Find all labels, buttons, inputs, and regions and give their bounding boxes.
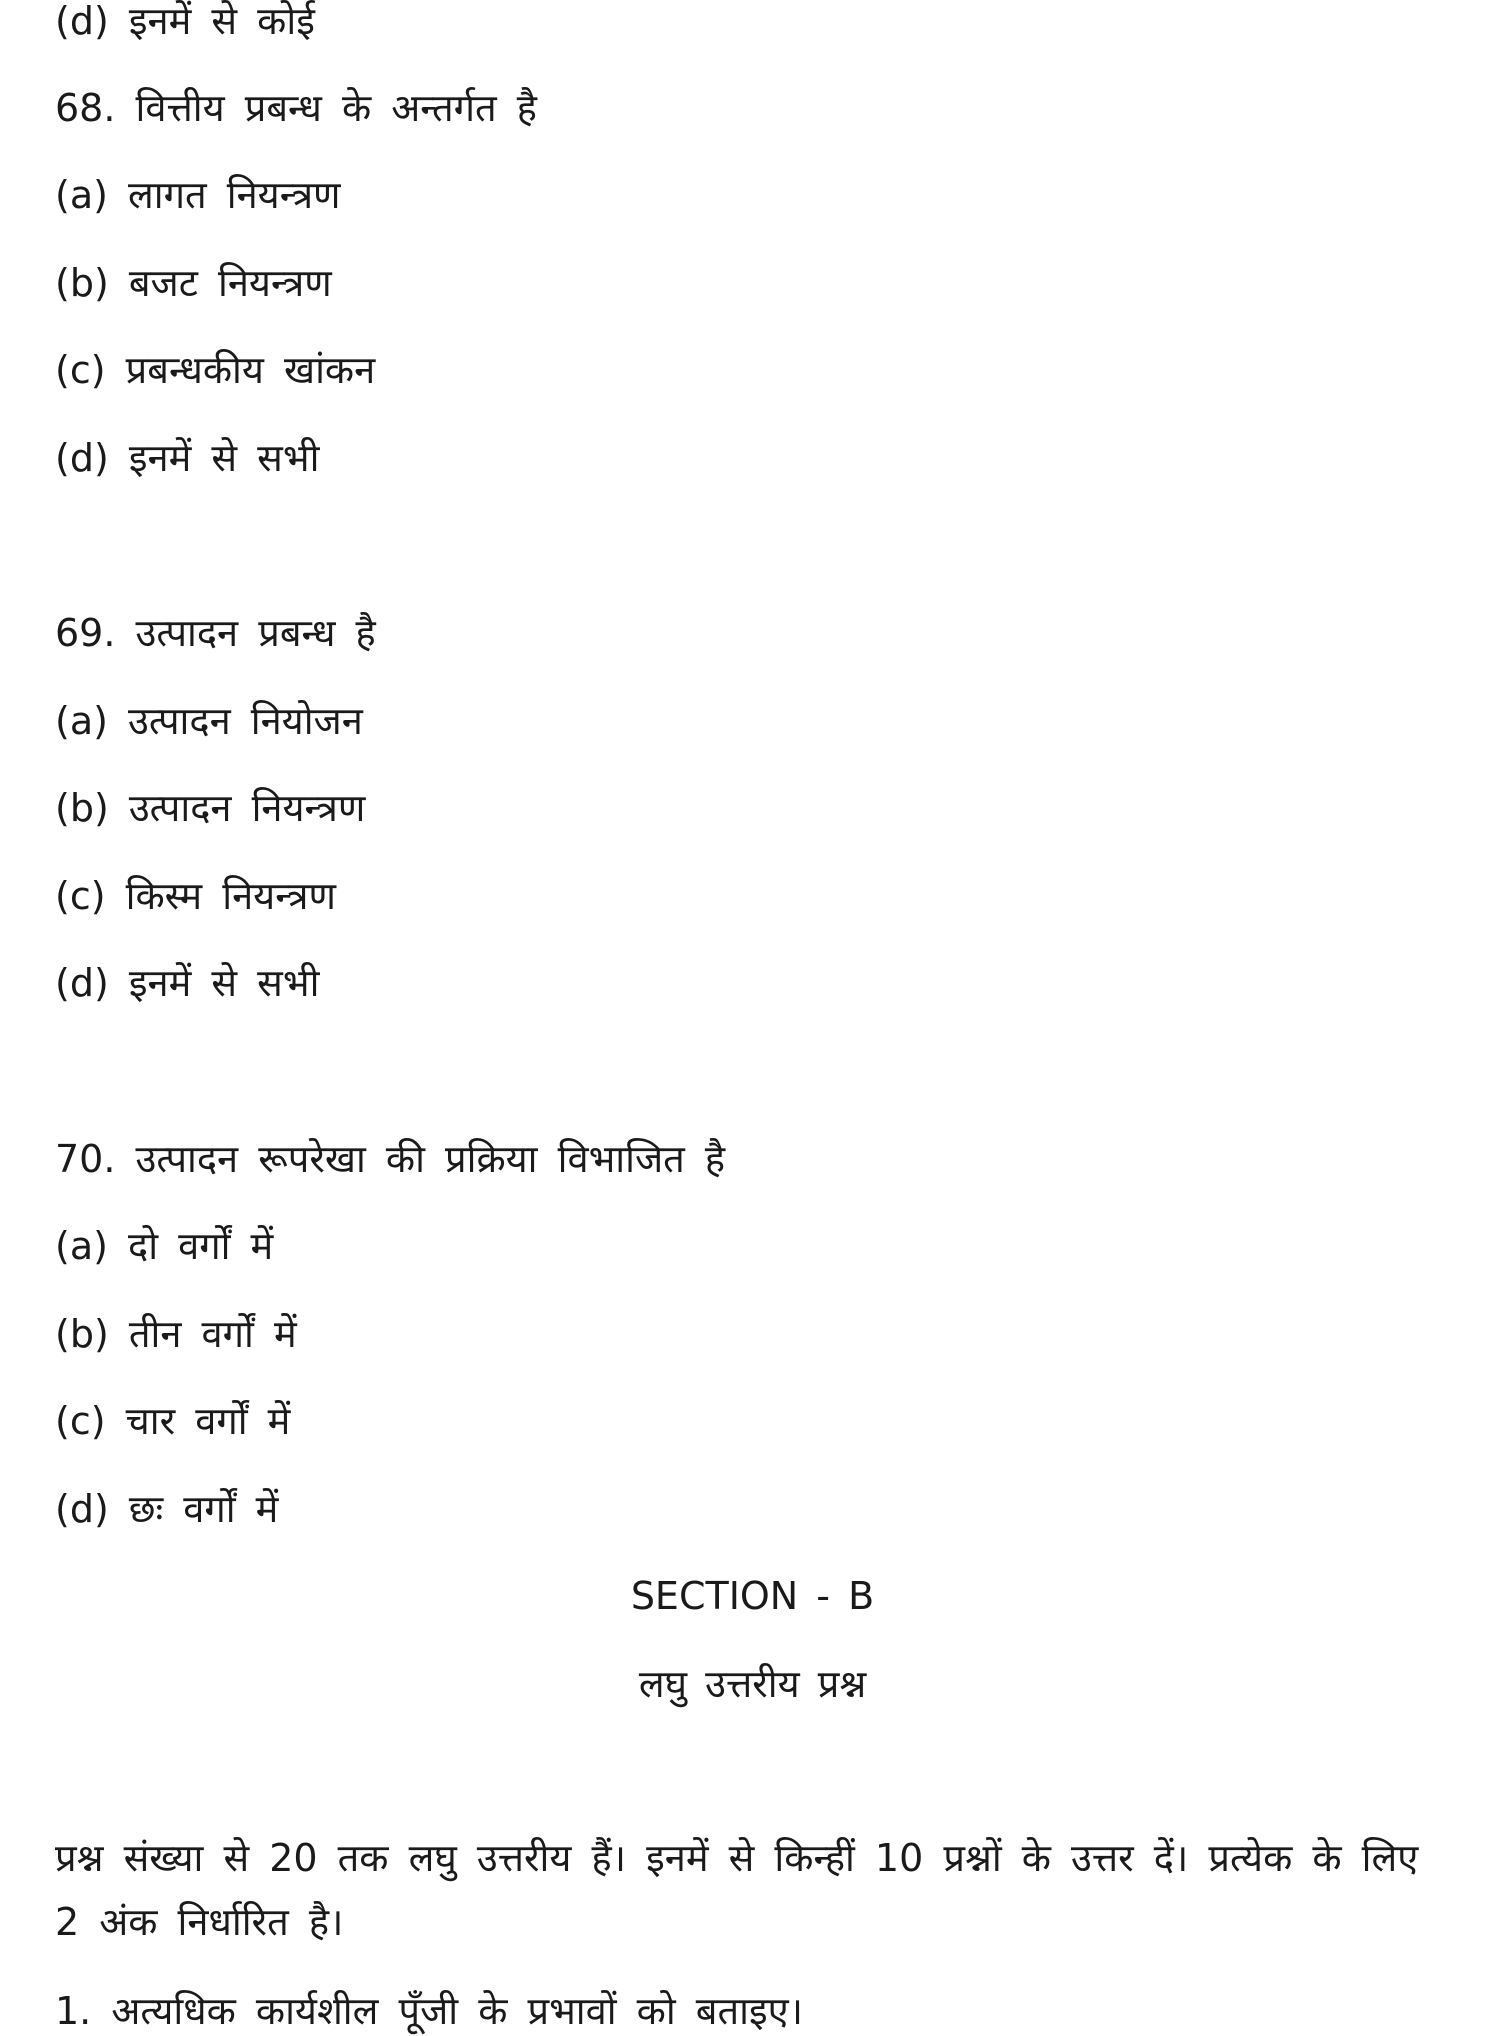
q70-question: 70. उत्पादन रूपरेखा की प्रक्रिया विभाजित है <box>55 1137 726 1181</box>
q70-option-b: (b) तीन वर्गों में <box>55 1312 297 1356</box>
q69-option-a: (a) उत्पादन नियोजन <box>55 699 363 743</box>
q69-question: 69. उत्पादन प्रबन्ध है <box>55 611 376 655</box>
q68-question: 68. वित्तीय प्रबन्ध के अन्तर्गत है <box>55 86 537 130</box>
q68-option-c: (c) प्रबन्धकीय खांकन <box>55 348 376 392</box>
q68-option-a: (a) लागत नियन्त्रण <box>55 173 341 217</box>
section-instructions: प्रश्न संख्या से 20 तक लघु उत्तरीय हैं। इनमें से किन्हीं 10 प्रश्नों के उत्तर दें। प्रत्येक के लिए 2 अंक निर्धारित है। <box>55 1836 1419 1944</box>
q70-option-d: (d) छः वर्गों में <box>55 1487 279 1531</box>
section-subtitle: लघु उत्तरीय प्रश्न <box>638 1662 867 1706</box>
section-title: SECTION - B <box>630 1574 875 1618</box>
short-question-1: 1. अत्यधिक कार्यशील पूँजी के प्रभावों को बताइए। <box>55 1989 804 2033</box>
q70-option-c: (c) चार वर्गों में <box>55 1399 291 1443</box>
q70-option-a: (a) दो वर्गों में <box>55 1224 274 1268</box>
q69-option-c: (c) किस्म नियन्त्रण <box>55 874 337 918</box>
q67-option-d: (d) इनमें से कोई <box>55 0 315 43</box>
q69-option-b: (b) उत्पादन नियन्त्रण <box>55 786 366 830</box>
q68-option-b: (b) बजट नियन्त्रण <box>55 261 332 305</box>
q68-option-d: (d) इनमें से सभी <box>55 436 320 480</box>
q69-option-d: (d) इनमें से सभी <box>55 961 320 1005</box>
